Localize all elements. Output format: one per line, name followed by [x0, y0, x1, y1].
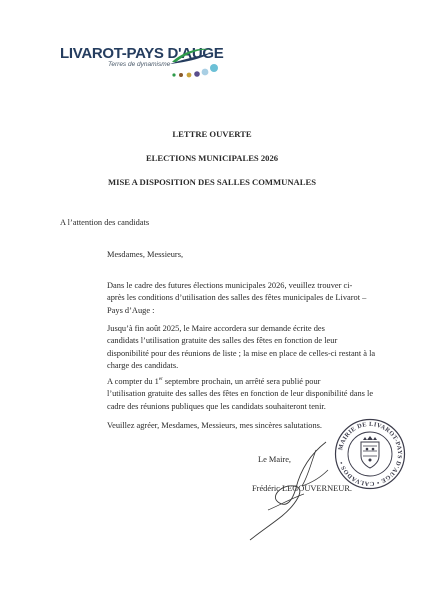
- closing-formula: Veuillez agréer, Mesdames, Messieurs, mes sincères salutations.: [107, 421, 323, 430]
- signer-name: Frédéric LEGOUVERNEUR.: [252, 484, 353, 493]
- paragraph-until-august: [107, 323, 375, 372]
- paragraph-line: charge des candidats.: [107, 360, 179, 370]
- paragraph-line: Jusqu’à fin août 2025, le Maire accordera sur demande écrite des: [107, 324, 325, 333]
- logo-swoosh-icon: [168, 40, 228, 88]
- ordinal-suffix: er: [158, 377, 163, 382]
- date-rest: septembre prochain, un arrêté sera publié pour: [162, 377, 321, 386]
- paragraph-from-september: [107, 376, 375, 413]
- paragraph-line: Pays d’Auge :: [107, 305, 155, 315]
- official-stamp: [334, 418, 406, 490]
- heading-elections: ELECTIONS MUNICIPALES 2026: [145, 153, 279, 163]
- paragraph-line: l’utilisation gratuite des salles des fêtes en fonction de leur disponibilité dans le: [107, 389, 374, 399]
- logo-title: LIVAROT-PAYS D'AUGE: [60, 45, 224, 62]
- paragraph-line: disponibilité pour des réunions de liste ; la mise en place de celles-ci restant à la: [107, 348, 376, 358]
- signoff-title: Le Maire,: [258, 455, 292, 464]
- heading-subject: MISE A DISPOSITION DES SALLES COMMUNALES: [108, 177, 316, 187]
- paragraph-conditions: [107, 280, 375, 317]
- paragraph-line: candidats l’utilisation gratuite des salles des fêtes en fonction de leur: [107, 336, 338, 346]
- paragraph-line: cadre des réunions publiques que les candidats souhaiteront tenir.: [107, 401, 326, 411]
- paragraph-line: [107, 376, 375, 388]
- handwritten-signature: [238, 436, 338, 546]
- paragraph-line: Dans le cadre des futures élections municipales 2026, veuillez trouver ci-: [107, 281, 353, 290]
- date-prefix: A compter du 1: [107, 377, 159, 386]
- paragraph-line: après les conditions d’utilisation des salles des fêtes municipales de Livarot –: [107, 293, 367, 303]
- heading-open-letter: LETTRE OUVERTE: [172, 129, 252, 139]
- logo-tagline: Terres de dynamisme: [108, 61, 171, 68]
- attention-line: A l’attention des candidats: [60, 218, 150, 227]
- salutation: Mesdames, Messieurs,: [107, 250, 184, 259]
- svg-text:MAIRIE DE LIVAROT-PAYS D'AUGE: MAIRIE DE LIVAROT-PAYS D'AUGE • CALVADOS •: [337, 420, 404, 488]
